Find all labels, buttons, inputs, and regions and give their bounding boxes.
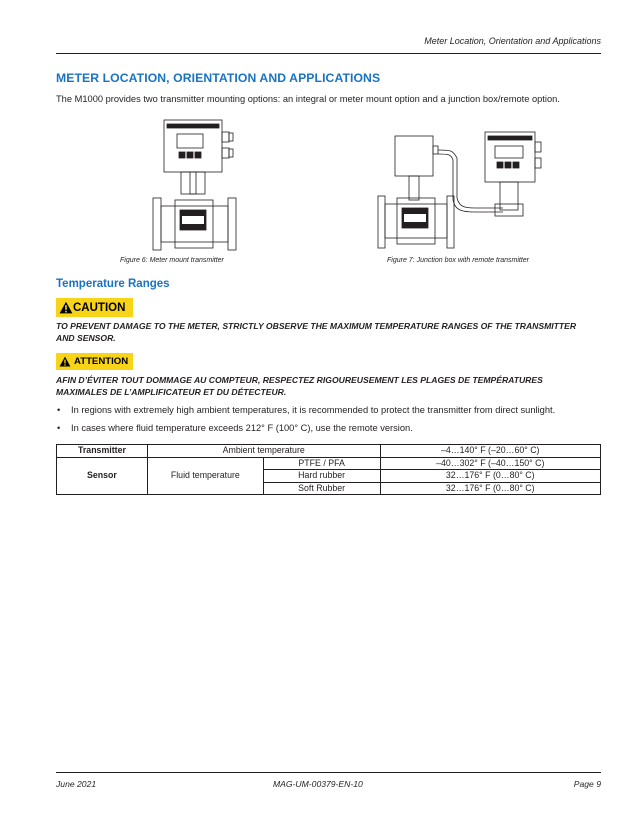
- fluid-temperature-cell: Fluid temperature: [147, 457, 263, 495]
- section-title: METER LOCATION, ORIENTATION AND APPLICATIONS: [56, 71, 381, 85]
- figure-6-caption: Figure 6: Meter mount transmitter: [120, 257, 224, 264]
- table-row: [57, 457, 601, 470]
- running-header: Meter Location, Orientation and Applications: [424, 36, 601, 46]
- footer-doc-number: MAG-UM-00379-EN-10: [273, 779, 363, 789]
- attention-badge: [56, 353, 133, 370]
- attention-text: AFIN D’ÉVITER TOUT DOMMAGE AU COMPTEUR, RESPECTEZ RIGOUREUSEMENT LES PLAGES DE TEMPÉRATURES MAXIMALES DE L’AMPLIFICATEUR ET DU DÉTECTEUR.: [56, 375, 543, 397]
- sensor-cell: Sensor: [57, 457, 148, 495]
- liner-range-cell: –40…302° F (–40…150° C): [380, 457, 600, 470]
- footer-page-number: Page 9: [573, 779, 601, 789]
- liner-range-cell: 32…176° F (0…80° C): [380, 470, 600, 483]
- caution-badge: [56, 298, 133, 317]
- ambient-label-cell: Ambient temperature: [147, 445, 380, 458]
- bullet-text: In cases where fluid temperature exceeds 212° F (100° C), use the remote version.: [71, 423, 413, 433]
- ambient-range-cell: –4…140° F (–20…60° C): [380, 445, 600, 458]
- temperature-ranges-title: Temperature Ranges: [56, 278, 170, 290]
- meter-mount-transmitter-illustration: [150, 118, 245, 253]
- temperature-range-table: [56, 444, 601, 495]
- header-rule: [56, 53, 601, 54]
- figure-7-caption: Figure 7: Junction box with remote transmitter: [387, 257, 530, 264]
- liner-name-cell: Soft Rubber: [263, 482, 380, 495]
- attention-label: ATTENTION: [74, 356, 129, 367]
- liner-name-cell: PTFE / PFA: [263, 457, 380, 470]
- table-row: [57, 445, 601, 458]
- intro-paragraph: The M1000 provides two transmitter mounting options: an integral or meter mount option and a junction box/remote option.: [56, 94, 560, 104]
- caution-label: CAUTION: [73, 301, 126, 314]
- warning-triangle-icon: [59, 301, 73, 314]
- warning-triangle-icon: [59, 356, 71, 367]
- bullet-marker: •: [57, 423, 61, 433]
- junction-box-remote-transmitter-illustration: [375, 128, 555, 253]
- list-item: [56, 404, 616, 422]
- list-item: [56, 422, 616, 440]
- transmitter-cell: Transmitter: [57, 445, 148, 458]
- footer-rule: [56, 772, 601, 773]
- liner-name-cell: Hard rubber: [263, 470, 380, 483]
- bullet-marker: •: [57, 405, 61, 415]
- liner-range-cell: 32…176° F (0…80° C): [380, 482, 600, 495]
- caution-text: TO PREVENT DAMAGE TO THE METER, STRICTLY OBSERVE THE MAXIMUM TEMPERATURE RANGES OF THE TRANSMITTER AND SENSOR.: [56, 321, 577, 343]
- footer-date: June 2021: [56, 779, 97, 789]
- temperature-bullet-list: [56, 404, 616, 440]
- bullet-text: In regions with extremely high ambient temperatures, it is recommended to protect the transmitter from direct sunlight.: [71, 405, 556, 415]
